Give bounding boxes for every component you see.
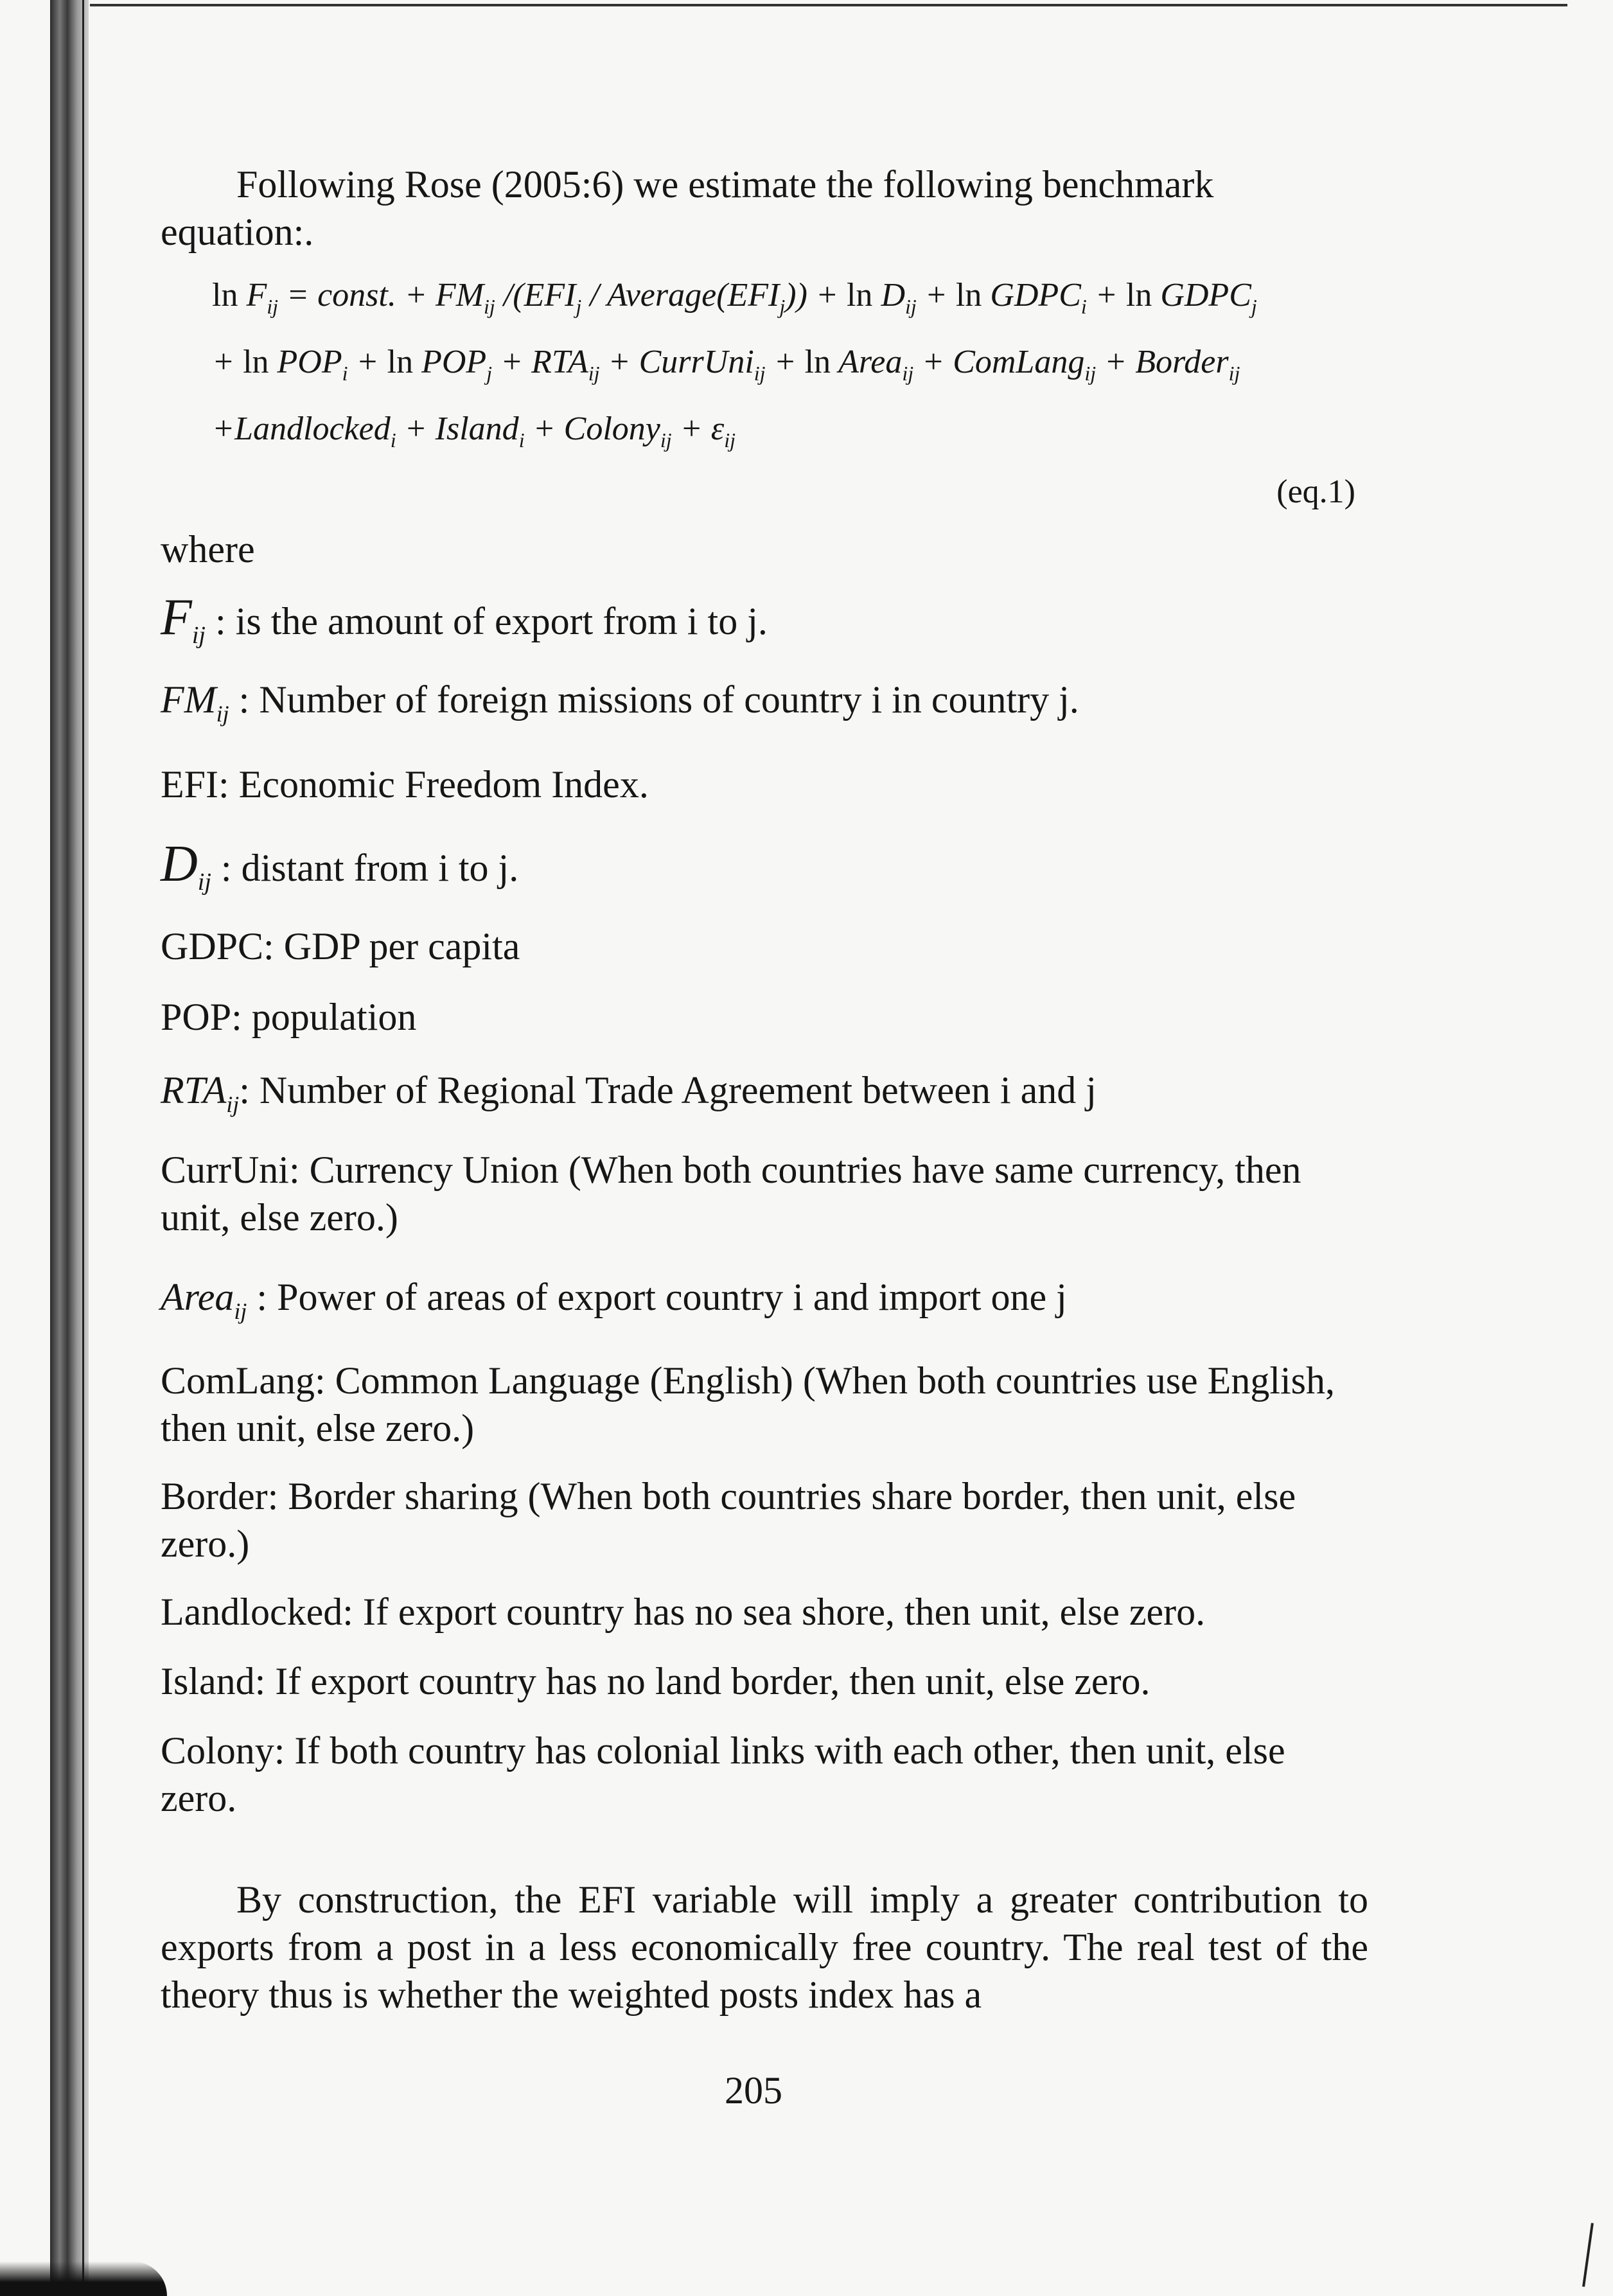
definition-efi: EFI: Economic Freedom Index. bbox=[161, 763, 649, 806]
definition-gdpc: GDPC: GDP per capita bbox=[161, 925, 520, 967]
where-label: where bbox=[161, 528, 255, 570]
scan-right-edge bbox=[1582, 2223, 1594, 2287]
benchmark-equation bbox=[212, 262, 1368, 525]
definition-symbol: $FM_{ij}$ bbox=[161, 678, 229, 727]
definition-area: Area$_{ij}$ : Power of areas of export country i and import one j bbox=[161, 1276, 1067, 1324]
scan-top-edge bbox=[90, 4, 1567, 6]
definition-comlang: ComLang: Common Language (English) (When both countries use English, then unit, else zero.) bbox=[161, 1359, 1335, 1449]
page-number: 205 bbox=[725, 2069, 782, 2112]
definition-f: $F_{ij}$ : is the amount of export from i to j. bbox=[161, 589, 768, 649]
definition-symbol: Area$_{ij}$ bbox=[161, 1276, 247, 1324]
definition-curruni: CurrUni: Currency Union (When both countries have same currency, then unit, else zero.) bbox=[161, 1149, 1301, 1239]
equation-number: (eq.1) bbox=[1276, 473, 1355, 510]
intro-paragraph: Following Rose (2005:6) we estimate the following benchmark equation:. bbox=[161, 163, 1214, 253]
definition-colony: Colony: If both country has colonial links with each other, then unit, else zero. bbox=[161, 1729, 1285, 1819]
definition-symbol: $D_{ij}$ bbox=[161, 836, 211, 896]
equation-line-3: +Landlocked$_i$ + Island$_i$ + Colony$_{ij}$ + $\varepsilon_{ij}$ bbox=[212, 411, 736, 452]
equation-line-2: + $\ln POP_i + \ln POP_j + RTA_{ij}$ + CurrUni$_{ij}$ + ln Area$_{ij}$ + ComLang$_{ij}$ + Border$_{ij}$ bbox=[212, 344, 1240, 385]
definition-pop: POP: population bbox=[161, 996, 417, 1038]
definition-symbol: $RTA_{ij}$ bbox=[161, 1069, 240, 1117]
definition-d: $D_{ij}$ : distant from i to j. bbox=[161, 836, 519, 896]
definition-landlocked: Landlocked: If export country has no sea shore, then unit, else zero. bbox=[161, 1591, 1206, 1633]
binding-edge bbox=[82, 0, 84, 2296]
equation-line-1: $\ln F_{ij}$ = const. + $FM_{ij}$ $/(EFI_j$ / $Average(EFI_j)) + \ln D_{ij} + \ln$ $GDPC_i + \ln$ $GDPC_j$ bbox=[212, 277, 1257, 318]
definition-symbol: $F_{ij}$ bbox=[161, 589, 206, 649]
definition-fm: $FM_{ij}$ : Number of foreign missions of country i in country j. bbox=[161, 678, 1079, 727]
definition-rta: $RTA_{ij}$: Number of Regional Trade Agreement between i and j bbox=[161, 1069, 1097, 1117]
definition-island: Island: If export country has no land border, then unit, else zero. bbox=[161, 1660, 1150, 1702]
scan-corner-shadow bbox=[0, 2261, 167, 2296]
page-body bbox=[161, 161, 1368, 2018]
closing-paragraph: By construction, the EFI variable will imply a greater contribution to exports from a post in a less economically free country. The real test of the theory thus is whether the weighted posts index has a bbox=[161, 1878, 1368, 2016]
definition-border: Border: Border sharing (When both countries share border, then unit, else zero.) bbox=[161, 1475, 1296, 1565]
